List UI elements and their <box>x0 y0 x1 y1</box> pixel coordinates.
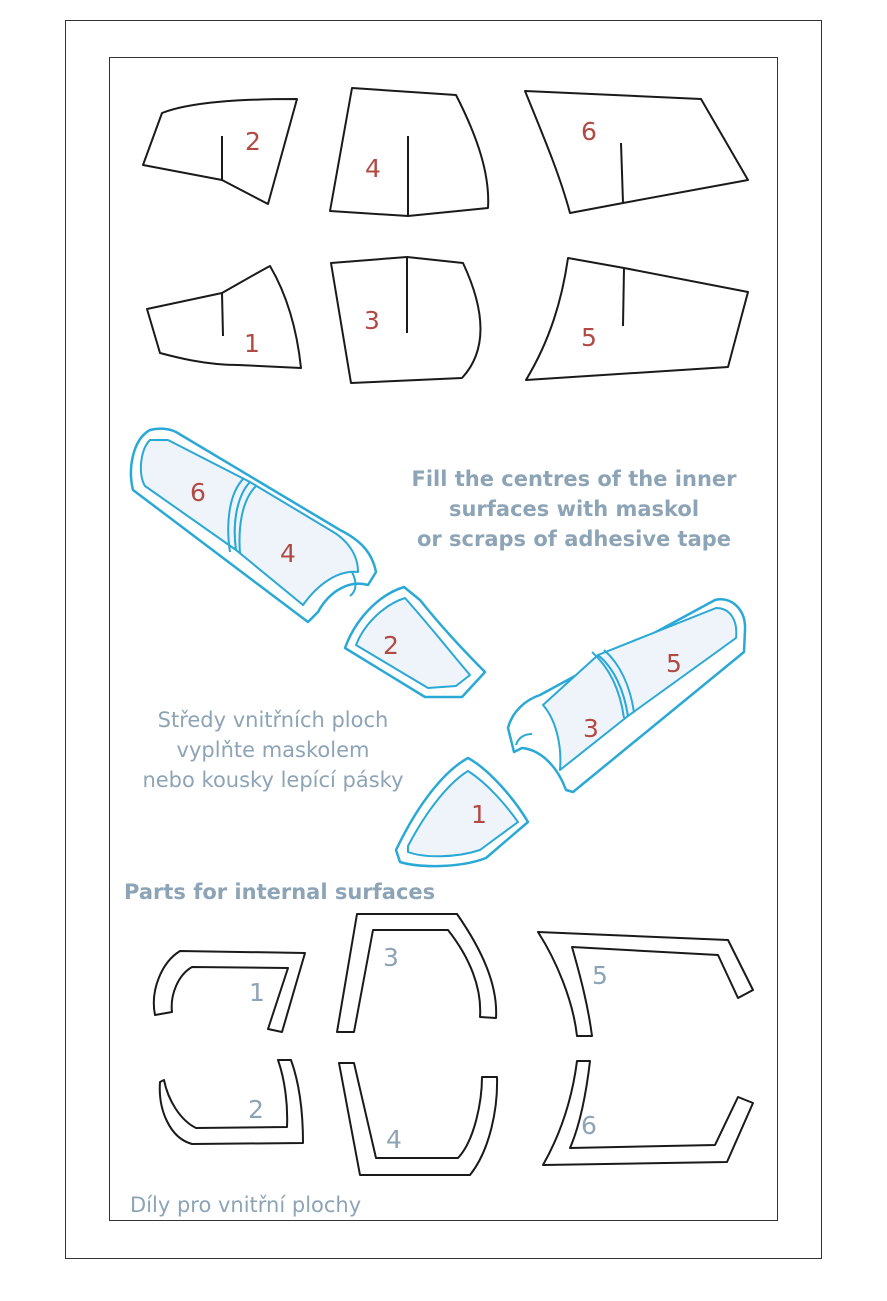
canopy-front-cap <box>396 758 528 866</box>
mask-part-4-label: 4 <box>365 154 381 183</box>
canopy-rear-cap <box>345 587 485 697</box>
canopy-label-4: 4 <box>280 539 296 568</box>
canopy-front-section <box>508 599 745 792</box>
mask-part-6-label: 6 <box>581 117 597 146</box>
ring-part-1 <box>154 951 305 1032</box>
canopy-label-5: 5 <box>666 649 682 678</box>
mask-part-1 <box>147 266 301 368</box>
canopy-label-3: 3 <box>583 714 599 743</box>
ring-part-4-label: 4 <box>386 1125 402 1154</box>
mask-part-2-label: 2 <box>245 127 261 156</box>
ring-part-3-label: 3 <box>383 943 399 972</box>
ring-part-6 <box>543 1061 753 1165</box>
note-czech <box>142 708 403 792</box>
note-english <box>412 467 738 551</box>
mask-part-5 <box>526 258 748 380</box>
ring-part-4 <box>339 1063 497 1175</box>
mask-part-1-label: 1 <box>244 329 260 358</box>
mask-part-5-label: 5 <box>581 323 597 352</box>
ring-part-1-label: 1 <box>249 978 265 1007</box>
mask-part-6 <box>525 91 748 213</box>
internal-parts-title-en: Parts for internal surfaces <box>124 880 436 904</box>
mask-part-3-label: 3 <box>364 306 380 335</box>
canopy-label-2: 2 <box>383 631 399 660</box>
note-cz-line-3: nebo kousky lepící pásky <box>142 768 404 792</box>
note-cz-line-2: vyplňte maskolem <box>176 738 370 762</box>
canopy-rear-section <box>131 429 376 622</box>
canopy-label-1: 1 <box>471 800 487 829</box>
note-en-line-3: or scraps of adhesive tape <box>416 527 732 551</box>
internal-parts-title-cz: Díly pro vnitřní plochy <box>130 1193 362 1217</box>
ring-part-2 <box>160 1060 303 1144</box>
ring-part-6-label: 6 <box>581 1111 597 1140</box>
mask-part-4 <box>330 88 488 216</box>
mask-part-3 <box>331 257 481 383</box>
ring-part-2-label: 2 <box>248 1095 264 1124</box>
canopy-label-6: 6 <box>190 478 206 507</box>
note-cz-line-1: Středy vnitřních ploch <box>157 708 389 732</box>
ring-part-3 <box>337 914 496 1032</box>
ring-part-5 <box>538 932 753 1036</box>
note-en-line-1: Fill the centres of the inner <box>411 467 737 491</box>
ring-part-5-label: 5 <box>592 961 608 990</box>
note-en-line-2: surfaces with maskol <box>448 497 700 521</box>
mask-part-2 <box>143 99 297 204</box>
